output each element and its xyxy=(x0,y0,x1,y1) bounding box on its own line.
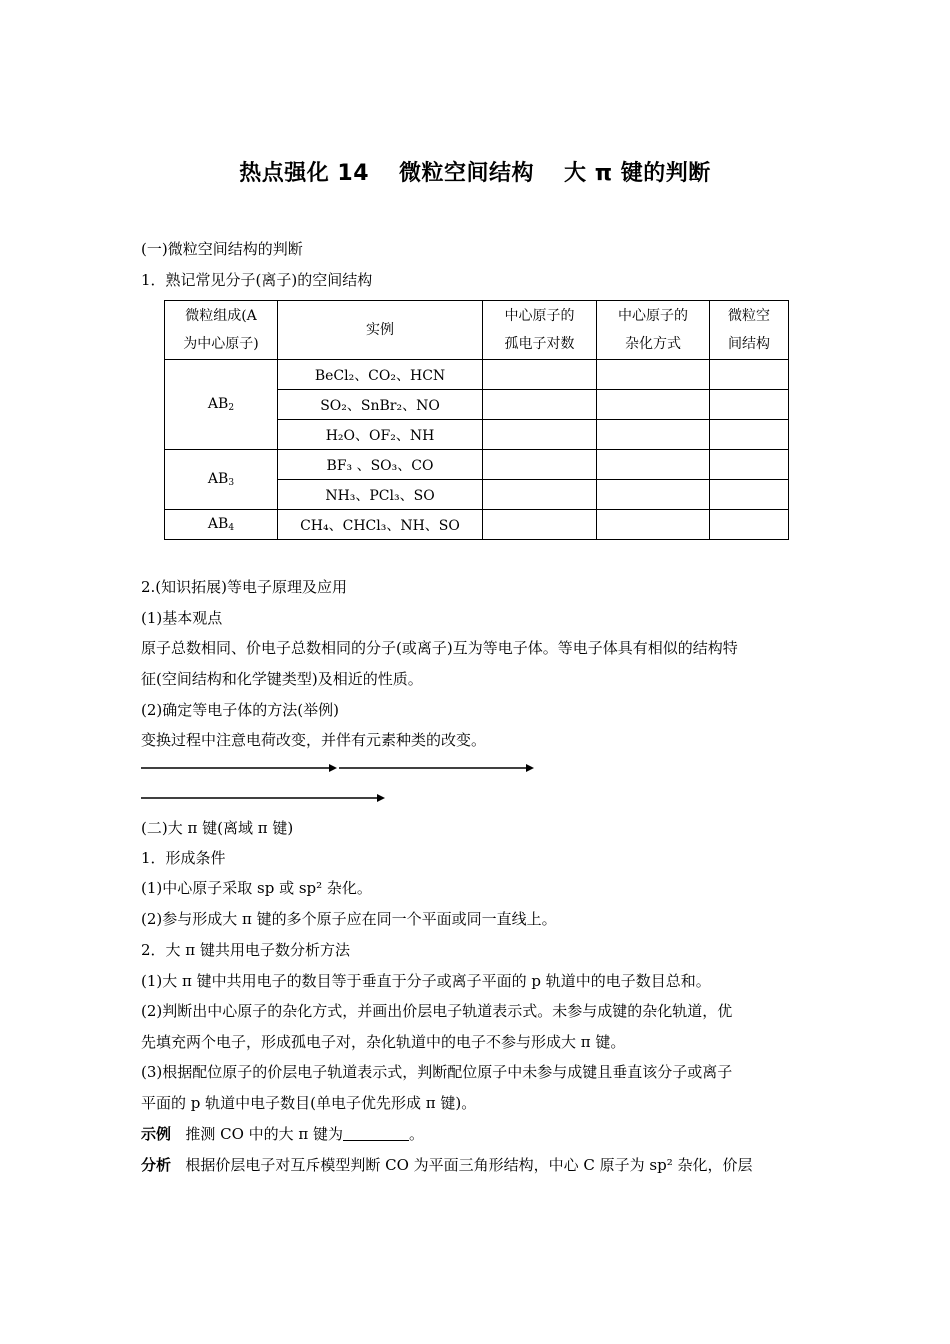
blank-cell xyxy=(597,450,710,480)
blank-cell xyxy=(597,420,710,450)
blank-cell xyxy=(483,360,597,390)
table-row xyxy=(165,510,789,540)
group-ab3: $AB_3$ xyxy=(165,450,278,510)
group-ab4: $AB_4$ xyxy=(165,510,278,540)
example-text: 推测 CO 中的大 π 键为 xyxy=(185,1125,344,1143)
example-cell: BF₃ 、SO₃、CO xyxy=(278,450,483,480)
blank-cell xyxy=(597,510,710,540)
example-cell: H₂O、OF₂、NH xyxy=(278,420,483,450)
section3-item2: 2．大 π 键共用电子数分析方法 xyxy=(141,941,350,959)
section2-paragraph1: 原子总数相同、价电子总数相同的分子(或离子)互为等电子体。等电子体具有相似的结构特 征(空间结构和化学键类型)及相近的性质。 xyxy=(141,639,738,688)
title-part-3: 大 π 键的判断 xyxy=(564,161,711,186)
section2-sub1: (1)基本观点 xyxy=(141,609,223,627)
arrow-line-2 xyxy=(141,788,401,808)
header-geometry: 微粒空 间结构 xyxy=(710,301,789,360)
analysis-line xyxy=(141,1155,753,1175)
blank-cell xyxy=(483,390,597,420)
blank-cell xyxy=(483,450,597,480)
example-label: 示例 xyxy=(141,1125,172,1143)
condition-1: (1)中心原子采取 sp 或 sp² 杂化。 xyxy=(141,879,372,897)
blank-cell xyxy=(710,360,789,390)
section1-heading: (一)微粒空间结构的判断 xyxy=(141,240,303,258)
blank-cell xyxy=(483,420,597,450)
condition-2: (2)参与形成大 π 键的多个原子应在同一个平面或同一直线上。 xyxy=(141,910,557,928)
structure-table xyxy=(164,300,789,540)
header-examples: 实例 xyxy=(278,301,483,360)
blank-cell xyxy=(483,480,597,510)
blank-cell xyxy=(597,360,710,390)
table-header-row xyxy=(165,301,789,360)
header-lone-pairs: 中心原子的 孤电子对数 xyxy=(483,301,597,360)
section2-paragraph2: 变换过程中注意电荷改变，并伴有元素种类的改变。 xyxy=(141,731,487,749)
title-part-1: 热点强化 14 xyxy=(239,161,370,186)
section3-item1: 1．形成条件 xyxy=(141,849,226,867)
section3-heading: (二)大 π 键(离域 π 键) xyxy=(141,819,294,837)
example-cell: CH₄、CHCl₃、NH、SO xyxy=(278,510,483,540)
answer-blank[interactable] xyxy=(343,1126,409,1141)
analysis-text: 根据价层电子对互斥模型判断 CO 为平面三角形结构，中心 C 原子为 sp² 杂化，价层 xyxy=(185,1156,753,1174)
example-cell: SO₂、SnBr₂、NO xyxy=(278,390,483,420)
method-2: (2)判断出中心原子的杂化方式，并画出价层电子轨道表示式。未参与成键的杂化轨道，优 先填充两个电子，形成孤电子对，杂化轨道中的电子不参与形成大 π 键。 xyxy=(141,1002,733,1051)
arrow-line-1 xyxy=(141,758,541,778)
blank-cell xyxy=(710,450,789,480)
title-part-2: 微粒空间结构 xyxy=(399,161,535,186)
section2-heading: 2.(知识拓展)等电子原理及应用 xyxy=(141,578,348,596)
group-ab2: $AB_2$ xyxy=(165,360,278,450)
section2-sub2: (2)确定等电子体的方法(举例) xyxy=(141,701,339,719)
blank-cell xyxy=(597,390,710,420)
blank-cell xyxy=(597,480,710,510)
section1-item1: 1．熟记常见分子(离子)的空间结构 xyxy=(141,271,373,289)
analysis-label: 分析 xyxy=(141,1156,172,1174)
page-title xyxy=(0,156,950,187)
method-3: (3)根据配位原子的价层电子轨道表示式，判断配位原子中未参与成键且垂直该分子或离子 平面的 p 轨道中电子数目(单电子优先形成 π 键)。 xyxy=(141,1063,733,1112)
blank-cell xyxy=(710,420,789,450)
blank-cell xyxy=(710,390,789,420)
header-composition: 微粒组成(A 为中心原子) xyxy=(165,301,278,360)
blank-cell xyxy=(710,510,789,540)
table-row xyxy=(165,360,789,390)
example-cell: BeCl₂、CO₂、HCN xyxy=(278,360,483,390)
blank-cell xyxy=(483,510,597,540)
example-cell: NH₃、PCl₃、SO xyxy=(278,480,483,510)
example-line: 示例 推测 CO 中的大 π 键为 。 xyxy=(141,1125,425,1143)
blank-cell xyxy=(710,480,789,510)
header-hybridization: 中心原子的 杂化方式 xyxy=(597,301,710,360)
table-row xyxy=(165,450,789,480)
method-1: (1)大 π 键中共用电子的数目等于垂直于分子或离子平面的 p 轨道中的电子数目总和。 xyxy=(141,972,711,990)
